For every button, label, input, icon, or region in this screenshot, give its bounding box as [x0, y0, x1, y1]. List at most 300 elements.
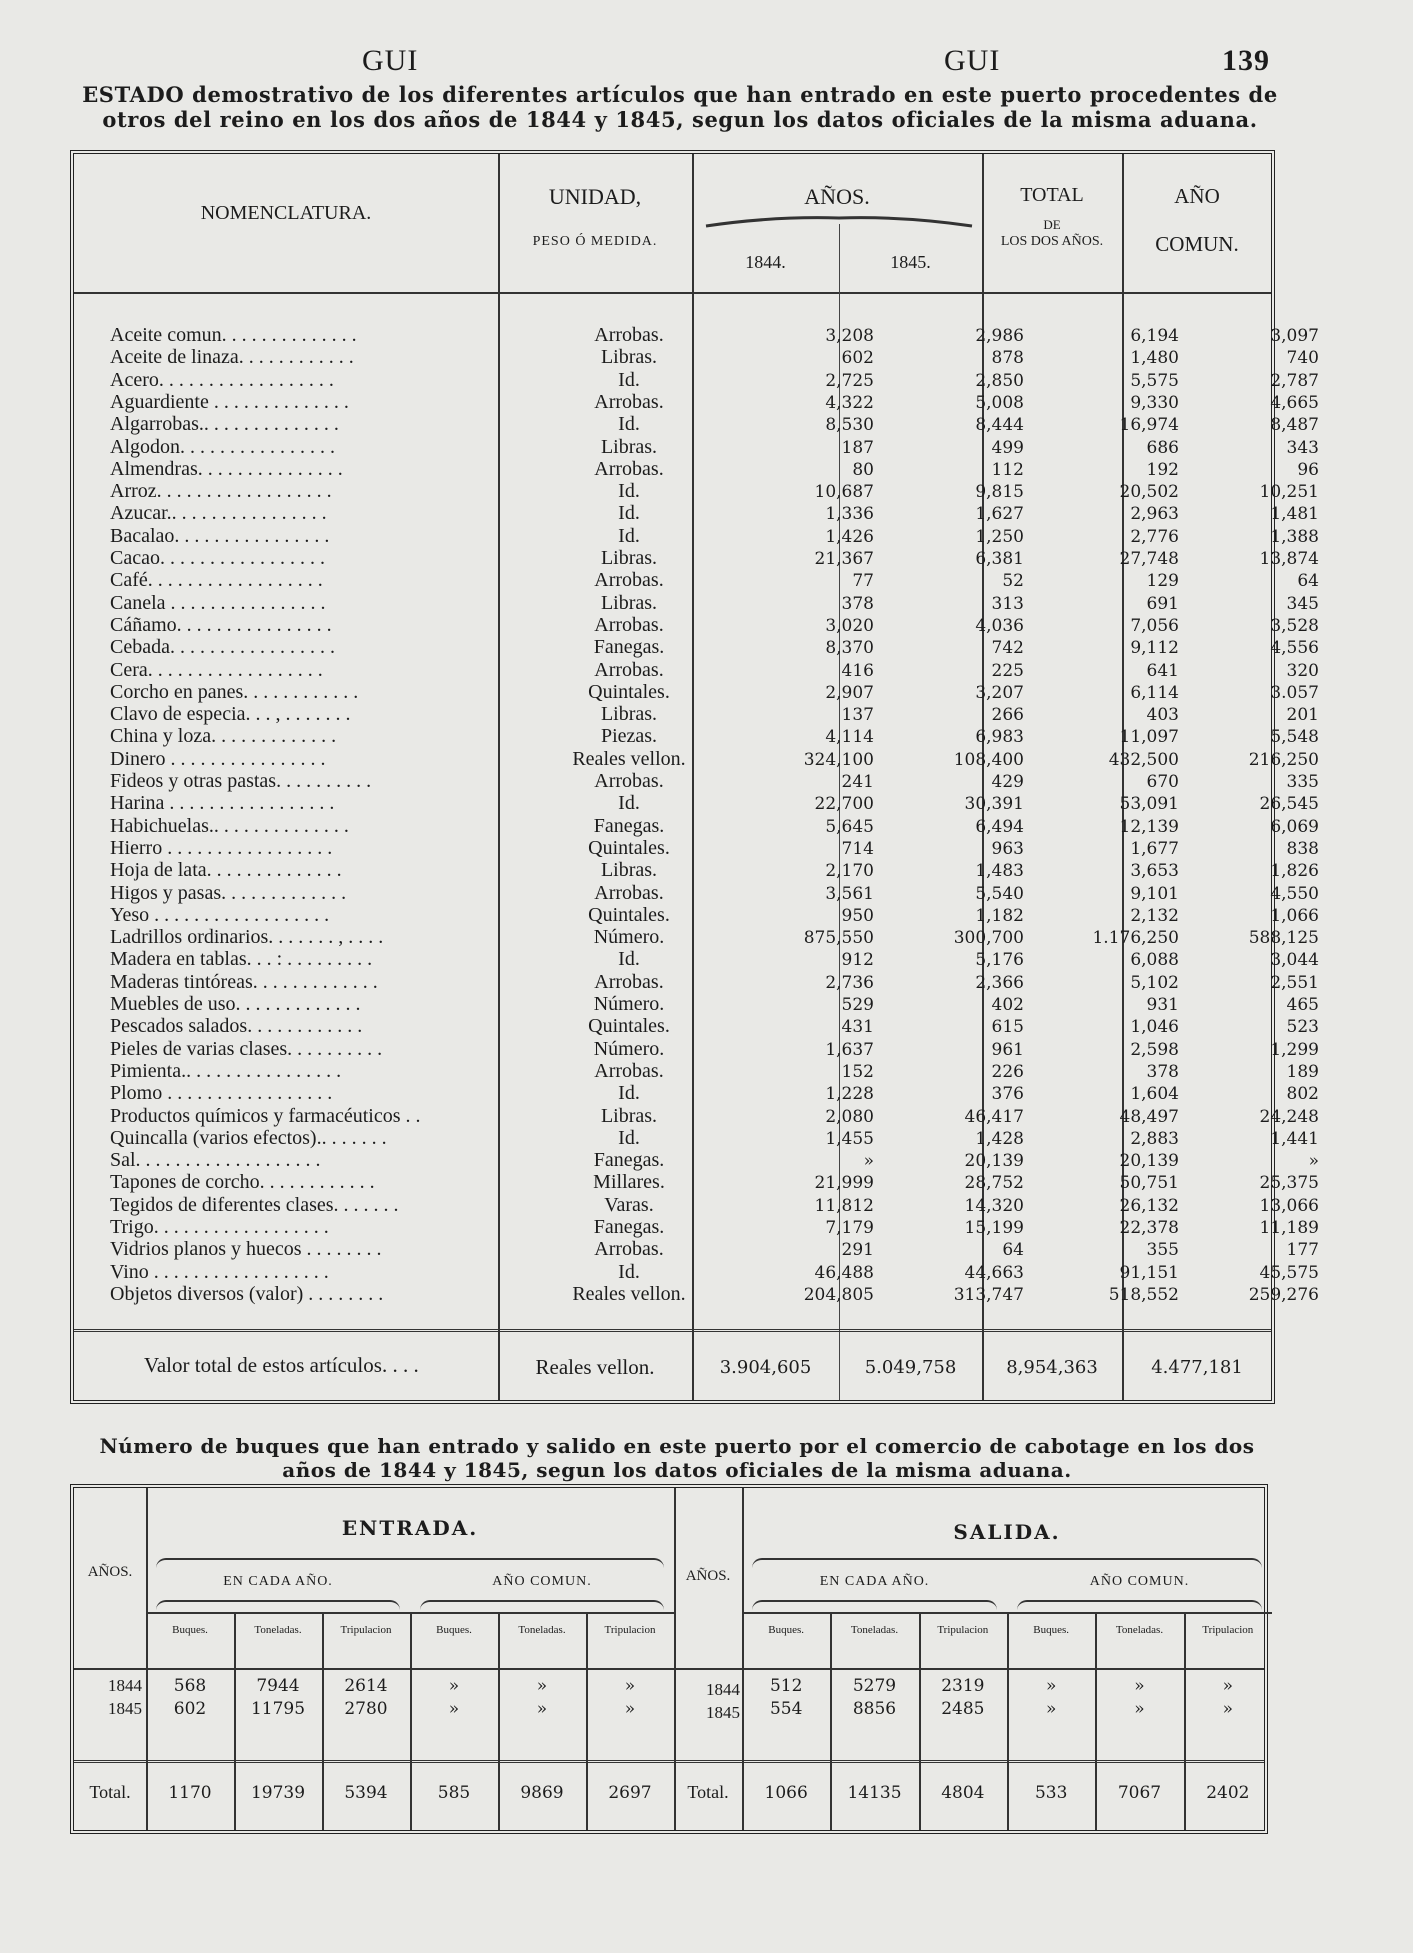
article-1845: 1,627	[975, 504, 1024, 525]
article-row	[74, 814, 1319, 837]
entrada-comun-tripulacion-header: Tripulacion	[604, 1624, 656, 1636]
article-unit: Id.	[618, 1126, 640, 1149]
article-total: 1,046	[1130, 1017, 1179, 1038]
article-1845: 961	[991, 1039, 1024, 1060]
article-ano-comun: 3,528	[1270, 615, 1319, 636]
article-1844: 291	[841, 1240, 874, 1261]
article-row	[74, 636, 1319, 659]
article-1844: 1,637	[825, 1039, 874, 1060]
article-1844: 602	[841, 348, 874, 369]
article-row	[74, 1037, 1319, 1060]
article-unit: Arrobas.	[594, 390, 664, 413]
article-total: 12,139	[1119, 816, 1179, 837]
article-1844: 3,561	[825, 883, 874, 904]
article-1844: 2,725	[825, 370, 874, 391]
header-1845: 1845.	[890, 252, 931, 272]
article-1844: 241	[841, 772, 874, 792]
salida-year: 1845	[706, 1703, 740, 1722]
article-name: Algarrobas.. . . . . . . . . . . . . .	[110, 413, 339, 436]
article-total: 9,330	[1130, 392, 1179, 413]
article-row	[74, 1149, 1319, 1172]
article-1845: 1,182	[975, 905, 1024, 926]
article-1845: 108,400	[953, 749, 1024, 770]
salida-cell: »	[1134, 1699, 1145, 1719]
article-unit: Arrobas.	[594, 457, 664, 480]
article-1844: 77	[852, 571, 874, 592]
article-total: 1,677	[1130, 838, 1179, 859]
article-total: 20,139	[1119, 1151, 1179, 1172]
article-unit: Id.	[618, 480, 640, 503]
article-row	[74, 703, 1319, 726]
article-row	[74, 725, 1319, 748]
article-total: 53,091	[1119, 794, 1179, 815]
entrada-total-cell: 9869	[520, 1783, 564, 1803]
article-ano-comun: 6,069	[1270, 816, 1319, 837]
article-1844: 137	[841, 705, 874, 726]
entrada-brace	[420, 1600, 664, 1612]
entrada-comun-buques-header: Buques.	[436, 1624, 472, 1636]
article-ano-comun: 4,550	[1270, 883, 1319, 904]
article-row	[74, 435, 1319, 458]
article-row	[74, 524, 1319, 547]
article-ano-comun: 3,097	[1270, 326, 1319, 346]
article-1845: 402	[991, 995, 1024, 1015]
salida-cell: »	[1134, 1676, 1145, 1696]
article-ano-comun: 4,556	[1270, 638, 1319, 659]
article-name: Fideos y otras pastas. . . . . . . . . .	[110, 770, 372, 792]
article-1844: 8,530	[825, 415, 874, 436]
article-1844: 1,455	[825, 1128, 874, 1149]
article-unit: Libras.	[600, 591, 658, 614]
article-total: 27,748	[1119, 549, 1179, 569]
article-unit: Reales vellon.	[572, 747, 686, 770]
article-row	[74, 680, 1319, 703]
article-total: 91,151	[1119, 1262, 1179, 1283]
article-1845: 6,983	[975, 727, 1024, 748]
article-1845: 226	[991, 1061, 1024, 1082]
article-ano-comun: 5,548	[1270, 727, 1319, 748]
article-total: 691	[1146, 593, 1179, 614]
article-row	[74, 926, 1319, 949]
article-name: Corcho en panes. . . . . . . . . . . .	[110, 680, 359, 703]
article-unit: Varas.	[604, 1193, 654, 1216]
article-row	[74, 903, 1319, 926]
article-unit: Id.	[618, 1260, 640, 1283]
article-total: 5,575	[1130, 370, 1179, 391]
article-ano-comun: 10,251	[1259, 482, 1319, 503]
article-ano-comun: 838	[1286, 838, 1319, 859]
article-unit: Libras.	[600, 859, 658, 882]
article-total: 6,114	[1130, 682, 1179, 703]
article-1844: 46,488	[814, 1262, 874, 1283]
article-1845: 2,850	[975, 370, 1024, 391]
article-total: 403	[1146, 705, 1179, 726]
article-unit: Id.	[618, 502, 640, 525]
article-row	[74, 1104, 1319, 1127]
article-row	[74, 413, 1319, 436]
article-total: 378	[1146, 1061, 1179, 1082]
article-1845: 9,815	[975, 482, 1024, 503]
article-total: 931	[1146, 995, 1179, 1015]
article-total: 355	[1146, 1240, 1179, 1261]
row-divider	[74, 1668, 1264, 1670]
column-divider	[674, 1488, 676, 1830]
ships-table	[70, 1484, 1268, 1834]
article-1845: 8,444	[975, 415, 1024, 436]
salida-tripulacion-header: Tripulacion	[937, 1624, 989, 1636]
article-ano-comun: 45,575	[1259, 1262, 1319, 1283]
article-unit: Id.	[618, 524, 640, 547]
header-total: TOTAL	[1020, 184, 1084, 206]
article-name: China y loza. . . . . . . . . . . . .	[110, 725, 337, 748]
article-total: 2,132	[1130, 905, 1179, 926]
article-1844: 4,114	[825, 727, 874, 748]
article-ano-comun: 64	[1297, 571, 1319, 592]
article-row	[74, 1059, 1319, 1082]
article-total: 192	[1146, 459, 1179, 480]
article-unit: Libras.	[600, 346, 658, 369]
article-ano-comun: 1,066	[1270, 905, 1319, 926]
salida-total-cell: 7067	[1117, 1783, 1162, 1803]
article-1844: 529	[841, 995, 874, 1015]
total-divider	[74, 1329, 1271, 1332]
entrada-cell: 2780	[344, 1699, 388, 1719]
article-1845: 376	[991, 1084, 1024, 1105]
article-unit: Arrobas.	[594, 770, 664, 792]
article-1844: 2,170	[825, 861, 874, 882]
article-unit: Libras.	[600, 703, 658, 726]
article-name: Arroz. . . . . . . . . . . . . . . . . .	[110, 480, 332, 503]
article-ano-comun: 740	[1286, 348, 1319, 369]
salida-year: 1844	[706, 1680, 740, 1699]
article-name: Quincalla (varios efectos).. . . . . . .	[110, 1126, 387, 1149]
article-row	[74, 457, 1319, 480]
ships-title-line-1: Número de buques que han entrado y salido en este puerto por el comercio de cabotage en los dos	[99, 1434, 1255, 1458]
article-row	[74, 1015, 1319, 1038]
article-1845: 1,428	[975, 1128, 1024, 1149]
article-1844: 8,370	[825, 638, 874, 659]
article-ano-comun: 1,826	[1270, 861, 1319, 882]
article-unit: Libras.	[600, 435, 658, 458]
article-unit: Quintales.	[588, 680, 670, 703]
article-1845: 44,663	[964, 1262, 1024, 1283]
entrada-cell: »	[536, 1676, 548, 1696]
article-name: Almendras. . . . . . . . . . . . . . .	[110, 457, 343, 480]
entrada-cell: »	[448, 1699, 460, 1719]
total-total: 8,954,363	[1006, 1357, 1098, 1378]
article-total: 686	[1146, 437, 1179, 458]
salida-cell: 2319	[941, 1676, 985, 1696]
article-ano-comun: 4,665	[1270, 392, 1319, 413]
article-unit: Quintales.	[588, 1015, 670, 1038]
article-name: Vidrios planos y huecos . . . . . . . .	[110, 1238, 382, 1261]
salida-total-cell: 1066	[764, 1783, 808, 1803]
salida-cell: »	[1045, 1676, 1057, 1696]
article-ano-comun: 13,066	[1259, 1195, 1319, 1216]
header-ano: AÑO	[1174, 184, 1220, 208]
article-ano-comun: 588,125	[1248, 928, 1319, 949]
header-peso-medida: PESO Ó MEDIDA.	[532, 234, 658, 249]
salida-total-cell: 4804	[941, 1783, 985, 1803]
entrada-brace	[156, 1600, 400, 1612]
article-row	[74, 547, 1319, 569]
article-name: Cebada. . . . . . . . . . . . . . . . .	[110, 636, 335, 659]
salida-cell: 512	[769, 1676, 803, 1696]
article-name: Productos químicos y farmacéuticos . .	[110, 1104, 421, 1127]
entrada-total-cell: 1170	[168, 1783, 212, 1803]
entrada-ano-comun: AÑO COMUN.	[492, 1574, 592, 1589]
article-ano-comun: 2,787	[1270, 370, 1319, 391]
article-ano-comun: 177	[1286, 1240, 1319, 1261]
article-name: Dinero . . . . . . . . . . . . . . . .	[110, 747, 326, 770]
salida-brace	[1017, 1600, 1262, 1612]
article-name: Café. . . . . . . . . . . . . . . . . .	[110, 569, 323, 592]
article-ano-comun: 216,250	[1248, 749, 1319, 770]
article-name: Cera. . . . . . . . . . . . . . . . . .	[110, 658, 323, 681]
header-anos: AÑOS.	[804, 184, 870, 209]
article-total: 9,101	[1130, 883, 1179, 904]
article-unit: Id.	[618, 792, 640, 815]
salida-toneladas-header: Toneladas.	[850, 1624, 899, 1636]
running-head-center: GUI	[944, 44, 1001, 77]
article-unit: Arrobas.	[594, 658, 664, 681]
article-ano-comun: 343	[1286, 437, 1319, 458]
article-row	[74, 390, 1319, 413]
article-row	[74, 613, 1319, 636]
article-name: Canela . . . . . . . . . . . . . . . .	[110, 591, 326, 614]
article-1845: 14,320	[964, 1195, 1024, 1216]
article-row	[74, 1238, 1319, 1261]
header-unidad: UNIDAD,	[548, 184, 642, 209]
main-table-title	[70, 82, 1290, 132]
article-total: 518,552	[1108, 1284, 1179, 1305]
article-total: 22,378	[1119, 1218, 1179, 1238]
article-unit: Id.	[618, 413, 640, 436]
article-row	[74, 346, 1319, 369]
article-name: Algodon. . . . . . . . . . . . . . . .	[110, 435, 335, 458]
article-name: Vino . . . . . . . . . . . . . . . . . .	[110, 1260, 329, 1283]
article-total: 50,751	[1119, 1173, 1179, 1194]
entrada-total-cell: 585	[437, 1783, 471, 1803]
article-1845: 1,483	[975, 861, 1024, 882]
article-unit: Libras.	[600, 1104, 658, 1127]
entrada-year: 1845	[108, 1699, 142, 1718]
entrada-cell: »	[624, 1699, 636, 1719]
entrada-cell: 7944	[256, 1676, 300, 1696]
header-de: DE	[1043, 217, 1061, 232]
salida-total-cell: 14135	[847, 1783, 902, 1803]
article-1844: 21,367	[814, 549, 874, 569]
article-name: Bacalao. . . . . . . . . . . . . . . .	[110, 524, 330, 547]
article-1844: 5,645	[825, 816, 874, 837]
article-row	[74, 368, 1319, 391]
article-1844: 912	[841, 950, 874, 971]
article-total: 1.176,250	[1092, 928, 1179, 949]
article-unit: Arrobas.	[594, 569, 664, 592]
entrada-total-label: Total.	[89, 1782, 131, 1802]
salida-cell: 2485	[941, 1699, 985, 1719]
article-1844: 1,336	[825, 504, 874, 525]
entrada-buques-header: Buques.	[172, 1624, 208, 1636]
article-name: Aceite de linaza. . . . . . . . . . . .	[110, 346, 354, 369]
article-unit: Fanegas.	[593, 1149, 665, 1172]
article-ano-comun: 201	[1286, 705, 1319, 726]
salida-comun-buques-header: Buques.	[1033, 1624, 1070, 1636]
article-unit: Reales vellon.	[572, 1282, 686, 1305]
article-1844: 950	[841, 905, 874, 926]
entrada-cell: 11795	[250, 1699, 306, 1719]
entrada-cell: 2614	[344, 1676, 388, 1696]
article-total: 16,974	[1119, 415, 1179, 436]
article-1844: 1,426	[825, 526, 874, 547]
article-total: 641	[1146, 660, 1179, 681]
article-1844: 2,080	[825, 1106, 874, 1127]
article-row	[74, 747, 1319, 770]
salida-cell: 8856	[852, 1699, 897, 1719]
article-ano-comun: 802	[1286, 1084, 1319, 1105]
article-unit: Quintales.	[588, 836, 670, 859]
article-1845: 112	[991, 459, 1024, 480]
article-name: Muebles de uso. . . . . . . . . . . . .	[110, 993, 361, 1015]
article-1844: 3,208	[825, 326, 874, 346]
article-total: 11,097	[1119, 727, 1179, 748]
running-head-left: GUI	[362, 44, 419, 77]
article-unit: Id.	[618, 948, 640, 971]
article-1844: 80	[852, 459, 874, 480]
total-row	[74, 1347, 1271, 1387]
article-1845: 2,986	[975, 326, 1024, 346]
article-row	[74, 480, 1319, 503]
entrada-total-cell: 19739	[250, 1783, 306, 1803]
article-ano-comun: 335	[1286, 772, 1319, 792]
article-row	[74, 591, 1319, 614]
salida-en-cada-ano: EN CADA AÑO.	[819, 1574, 930, 1589]
row-divider	[74, 1760, 1264, 1763]
article-row	[74, 792, 1319, 815]
article-ano-comun: 320	[1286, 660, 1319, 681]
article-1845: 20,139	[964, 1151, 1024, 1172]
article-ano-comun: 345	[1286, 593, 1319, 614]
article-total: 2,883	[1130, 1128, 1179, 1149]
article-name: Clavo de especia. . . , . . . . . . .	[110, 703, 351, 726]
article-1844: 10,687	[814, 482, 874, 503]
article-name: Habichuelas.. . . . . . . . . . . . . .	[110, 814, 349, 837]
header-brace	[704, 212, 974, 230]
article-1844: 7,179	[825, 1218, 874, 1238]
entrada-header: ENTRADA.	[341, 1516, 479, 1540]
entrada-tripulacion-header: Tripulacion	[340, 1624, 392, 1636]
article-row	[74, 1171, 1319, 1194]
total-unit: Reales vellon.	[535, 1355, 655, 1379]
salida-cell: »	[1045, 1699, 1057, 1719]
salida-buques-header: Buques.	[768, 1624, 805, 1636]
article-1845: 2,366	[975, 972, 1024, 993]
article-ano-comun: 1,441	[1270, 1128, 1319, 1149]
article-row	[74, 1216, 1319, 1238]
article-ano-comun: 189	[1286, 1061, 1319, 1082]
article-total: 1,604	[1130, 1084, 1179, 1105]
article-ano-comun: 523	[1286, 1017, 1319, 1038]
article-unit: Arrobas.	[594, 613, 664, 636]
article-1844: 416	[841, 660, 874, 681]
article-unit: Quintales.	[588, 903, 670, 926]
article-total: 9,112	[1130, 638, 1179, 659]
main-title-line-2: otros del reino en los dos años de 1844 y 1845, segun los datos oficiales de la misma aduana.	[102, 107, 1258, 132]
article-ano-comun: 1,481	[1270, 504, 1319, 525]
article-row	[74, 324, 1319, 346]
salida-total-label: Total.	[687, 1782, 729, 1802]
article-row	[74, 948, 1319, 971]
row-divider	[146, 1612, 674, 1614]
salida-cell: »	[1222, 1676, 1234, 1696]
entrada-year: 1844	[108, 1676, 142, 1695]
salida-total-cell: 2402	[1206, 1783, 1250, 1803]
total-comun: 4.477,181	[1151, 1357, 1243, 1378]
article-1845: 313,747	[953, 1284, 1024, 1305]
article-1844: 714	[841, 838, 874, 859]
article-name: Tegidos de diferentes clases. . . . . . .	[110, 1193, 399, 1216]
article-ano-comun: 11,189	[1259, 1218, 1319, 1238]
article-ano-comun: 26,545	[1259, 794, 1319, 815]
article-unit: Arrobas.	[594, 324, 664, 346]
main-title-line-1: ESTADO demostrativo de los diferentes artículos que han entrado en este puerto procedentes de	[82, 82, 1278, 107]
article-1845: 6,381	[975, 549, 1024, 569]
article-name: Harina . . . . . . . . . . . . . . . . .	[110, 792, 335, 815]
article-row	[74, 859, 1319, 882]
article-1845: 499	[991, 437, 1024, 458]
article-name: Objetos diversos (valor) . . . . . . . .	[110, 1282, 384, 1305]
article-1845: 5,540	[975, 883, 1024, 904]
article-row	[74, 502, 1319, 525]
salida-ano-comun: AÑO COMUN.	[1089, 1574, 1190, 1589]
total-label: Valor total de estos artículos. . . .	[144, 1353, 419, 1377]
article-name: Maderas tintóreas. . . . . . . . . . . . .	[110, 970, 378, 993]
article-row	[74, 970, 1319, 993]
article-unit: Piezas.	[600, 725, 658, 748]
article-1844: 187	[841, 437, 874, 458]
article-1844: 2,736	[825, 972, 874, 993]
article-1845: 28,752	[964, 1173, 1024, 1194]
article-ano-comun: 3,044	[1270, 950, 1319, 971]
article-name: Pieles de varias clases. . . . . . . . . .	[110, 1037, 383, 1060]
salida-header: SALIDA.	[953, 1520, 1061, 1544]
article-1845: 30,391	[964, 794, 1024, 815]
article-1844: 431	[841, 1017, 874, 1038]
article-total: 2,598	[1130, 1039, 1179, 1060]
article-ano-comun: »	[1308, 1151, 1319, 1172]
entrada-anos-header: AÑOS.	[87, 1564, 133, 1580]
article-name: Cacao. . . . . . . . . . . . . . . . .	[110, 547, 325, 569]
article-row	[74, 836, 1319, 859]
entrada-comun-toneladas-header: Toneladas.	[518, 1624, 566, 1636]
row-divider	[742, 1612, 1272, 1614]
article-unit: Arrobas.	[594, 881, 664, 904]
article-1844: 3,020	[825, 615, 874, 636]
article-ano-comun: 25,375	[1259, 1173, 1319, 1194]
article-name: Sal. . . . . . . . . . . . . . . . . . .	[110, 1149, 321, 1172]
article-name: Acero. . . . . . . . . . . . . . . . . .	[110, 368, 334, 391]
article-ano-comun: 1,388	[1270, 526, 1319, 547]
article-row	[74, 1282, 1319, 1305]
article-ano-comun: 24,248	[1259, 1106, 1319, 1127]
article-1844: 324,100	[803, 749, 874, 770]
article-total: 6,194	[1130, 326, 1179, 346]
article-1845: 313	[991, 593, 1024, 614]
article-row	[74, 1126, 1319, 1149]
article-1845: 15,199	[964, 1218, 1024, 1238]
total-1845: 5.049,758	[864, 1357, 957, 1378]
article-1845: 266	[991, 705, 1024, 726]
